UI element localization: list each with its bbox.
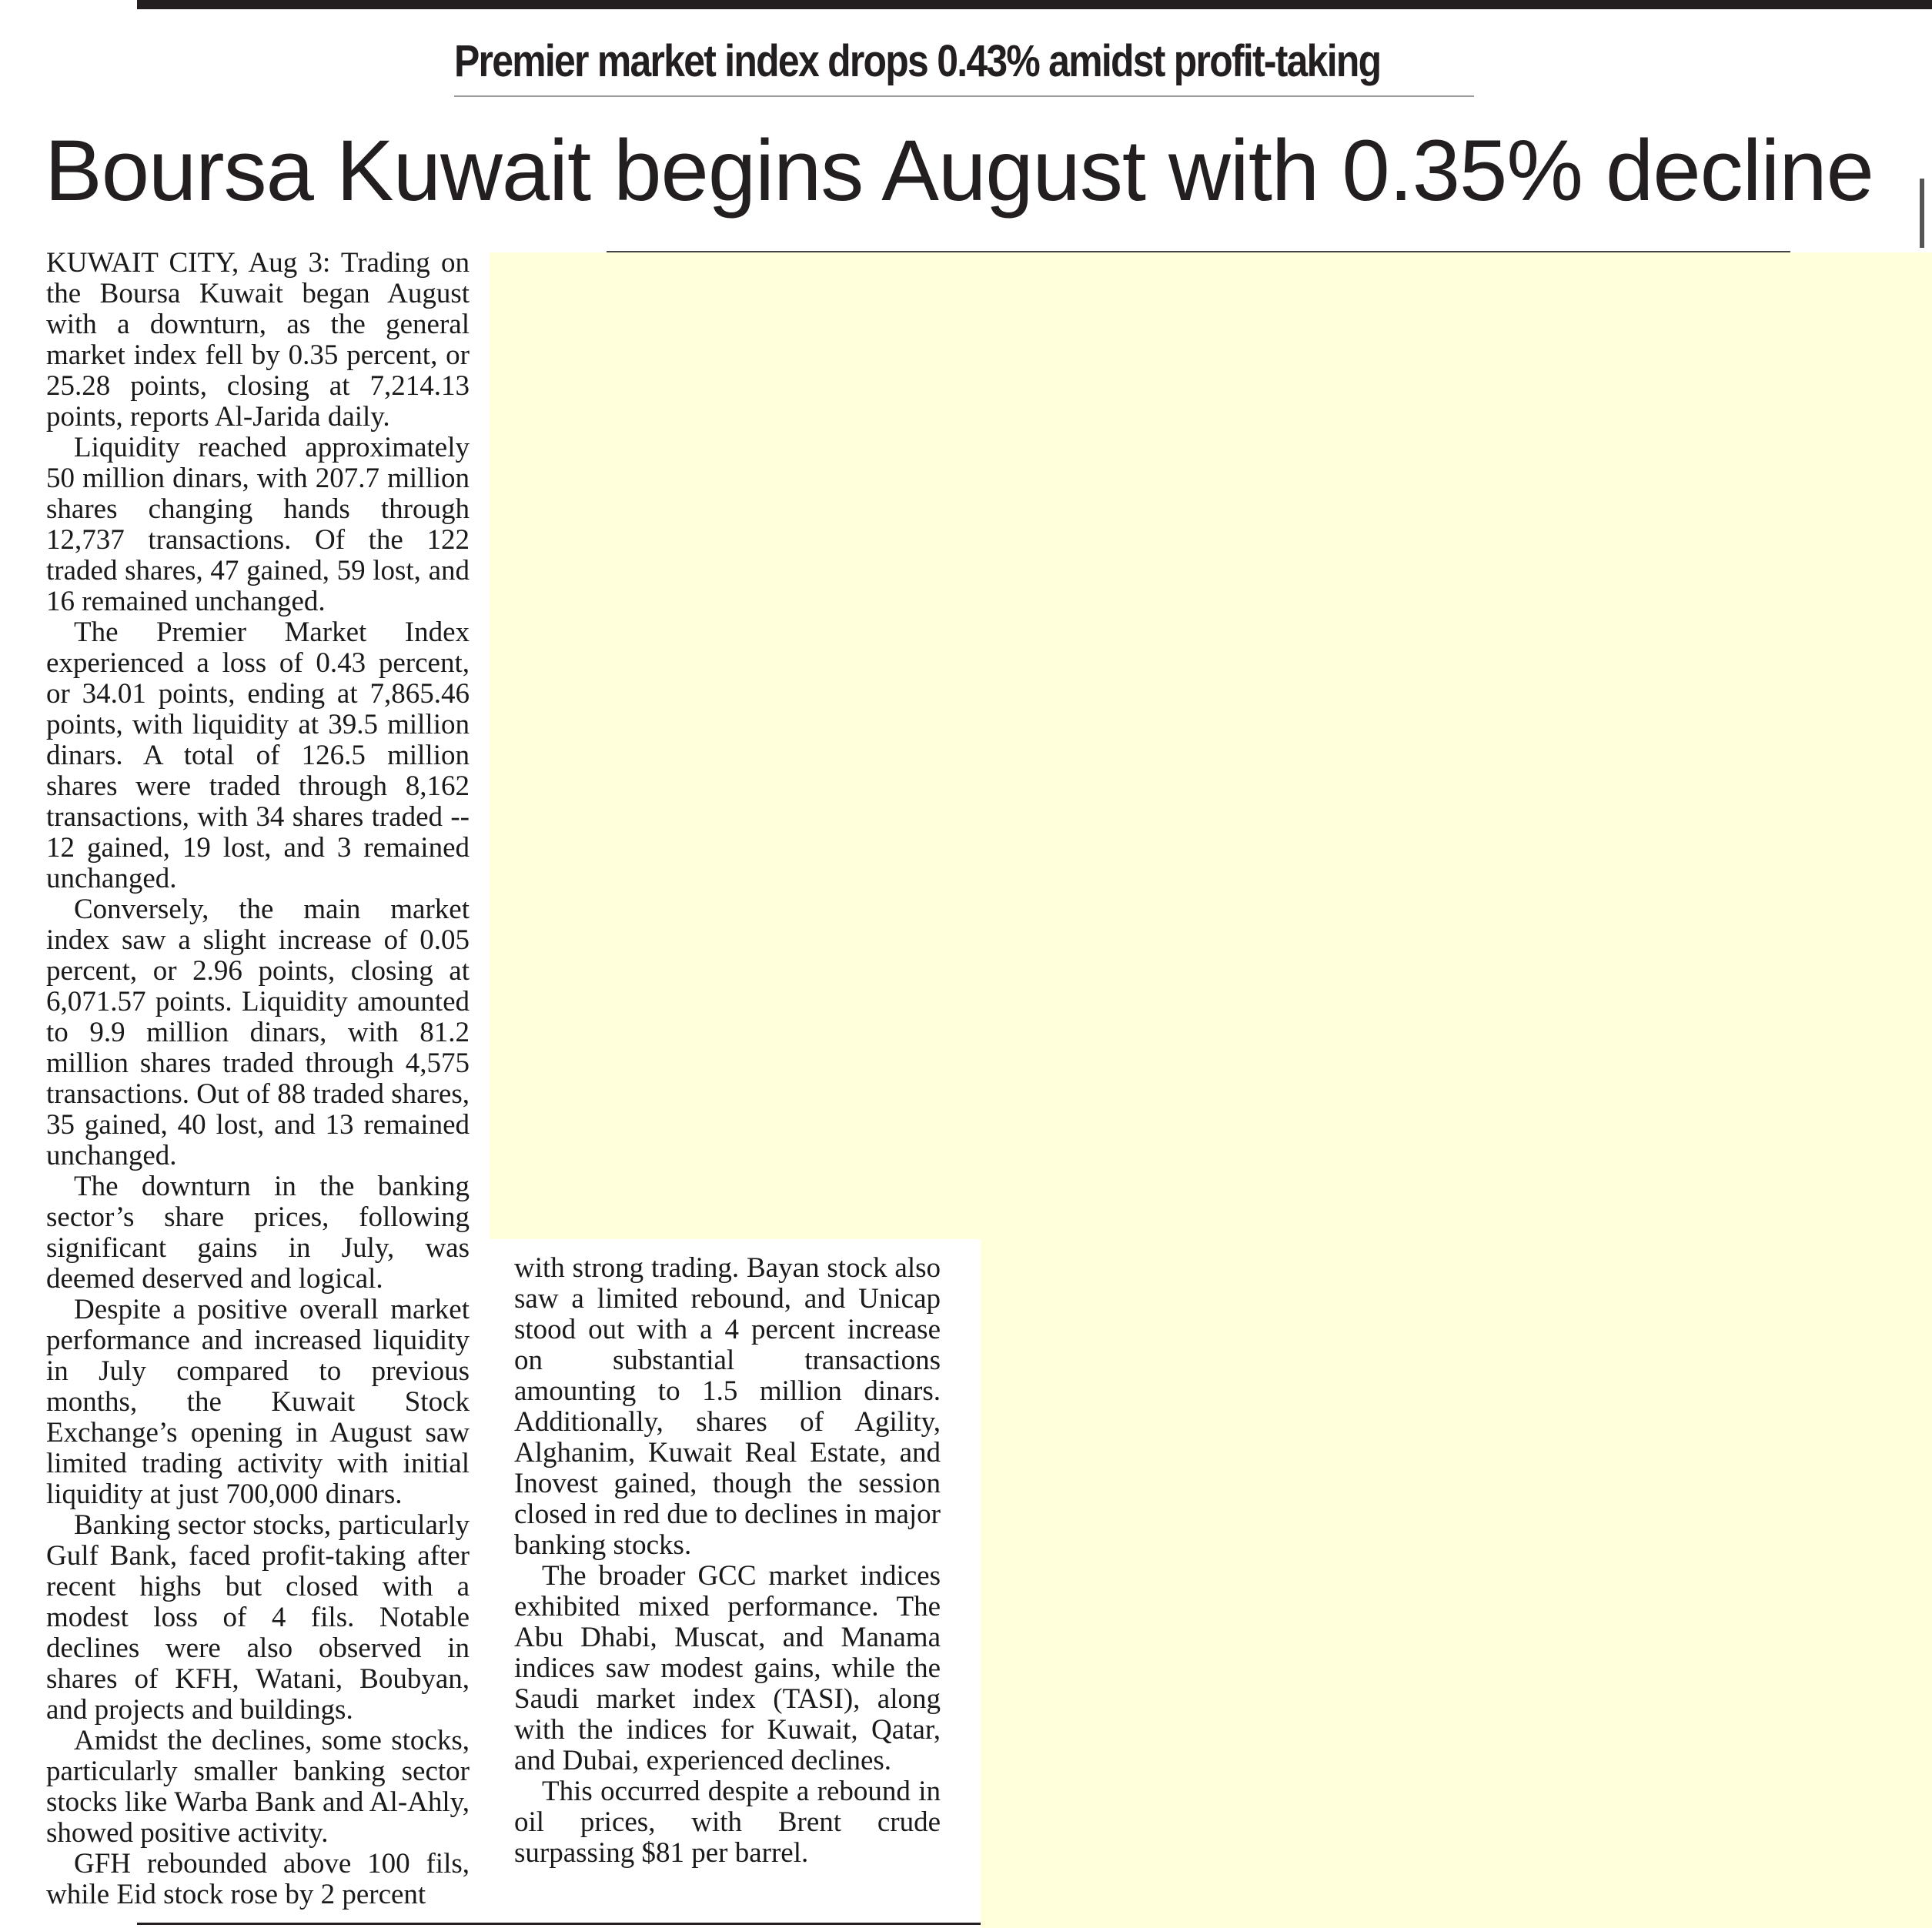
top-rule bbox=[137, 0, 1932, 9]
article-column-1 bbox=[46, 248, 470, 1910]
paragraph: This occurred despite a rebound in oil prices, with Brent crude surpassing $81 per barrel. bbox=[514, 1776, 941, 1869]
paragraph: Liquidity reached approximately 50 million dinars, with 207.7 million shares changing hands through 12,737 transactions. Of the 122 traded shares, 47 gained, 59 lost, and 16 remained unchanged. bbox=[46, 432, 470, 617]
paragraph: The Premier Market Index experienced a loss of 0.43 percent, or 34.01 points, ending at 7,865.46 points, with liquidity at 39.5 million dinars. A total of 126.5 million shares were traded through 8,162 transactions, with 34 shares traded -- 12 gained, 19 lost, and 3 remained unchanged. bbox=[46, 616, 470, 894]
photo-area bbox=[490, 252, 1932, 1239]
paragraph: The broader GCC market indices exhibited mixed performance. The Abu Dhabi, Muscat, and Manama indices saw modest gains, while the Saudi market index (TASI), along with the indices for Kuwait, Qatar, and Dubai, experienced declines. bbox=[514, 1560, 941, 1776]
article-column-2 bbox=[514, 1253, 941, 1869]
photo-top-rule bbox=[607, 251, 1790, 252]
paragraph: KUWAIT CITY, Aug 3: Trading on the Boursa Kuwait began August with a downturn, as the general market index fell by 0.35 percent, or 25.28 points, closing at 7,214.13 points, reports Al-Jarida daily. bbox=[46, 247, 470, 433]
kicker-underline bbox=[454, 95, 1474, 97]
paragraph: Despite a positive overall market performance and increased liquidity in July compared to previous months, the Kuwait Stock Exchange’s opening in August saw limited trading activity with initial liquidity at just 700,000 dinars. bbox=[46, 1294, 470, 1510]
photo-area-lower bbox=[981, 1239, 1932, 1928]
paragraph: Amidst the declines, some stocks, particularly smaller banking sector stocks like Warba Bank and Al-Ahly, showed positive activity. bbox=[46, 1725, 470, 1849]
paragraph: GFH rebounded above 100 fils, while Eid stock rose by 2 percent bbox=[46, 1848, 470, 1910]
paragraph: Conversely, the main market index saw a slight increase of 0.05 percent, or 2.96 points, closing at 6,071.57 points. Liquidity amounted to 9.9 million dinars, with 81.2 million shares traded through 4,575 transactions. Out of 88 traded shares, 35 gained, 40 lost, and 13 remained unchanged. bbox=[46, 894, 470, 1171]
paragraph: Banking sector stocks, particularly Gulf Bank, faced profit-taking after recent highs but closed with a modest loss of 4 fils. Notable declines were also observed in shares of KFH, Watani, Boubyan, and projects and buildings. bbox=[46, 1509, 470, 1726]
main-headline: Boursa Kuwait begins August with 0.35% decline bbox=[45, 122, 1874, 219]
edge-mark bbox=[1920, 179, 1924, 248]
bottom-rule bbox=[137, 1923, 981, 1925]
paragraph: with strong trading. Bayan stock also saw a limited rebound, and Unicap stood out with a 4 percent increase on substantial transactions amounting to 1.5 million dinars. Additionally, shares of Agility, Alghanim, Kuwait Real Estate, and Inovest gained, though the session closed in red due to declines in major banking stocks. bbox=[514, 1252, 941, 1561]
kicker-headline: Premier market index drops 0.43% amidst profit-taking bbox=[454, 36, 1381, 86]
paragraph: The downturn in the banking sector’s share prices, following significant gains in July, was deemed deserved and logical. bbox=[46, 1171, 470, 1295]
